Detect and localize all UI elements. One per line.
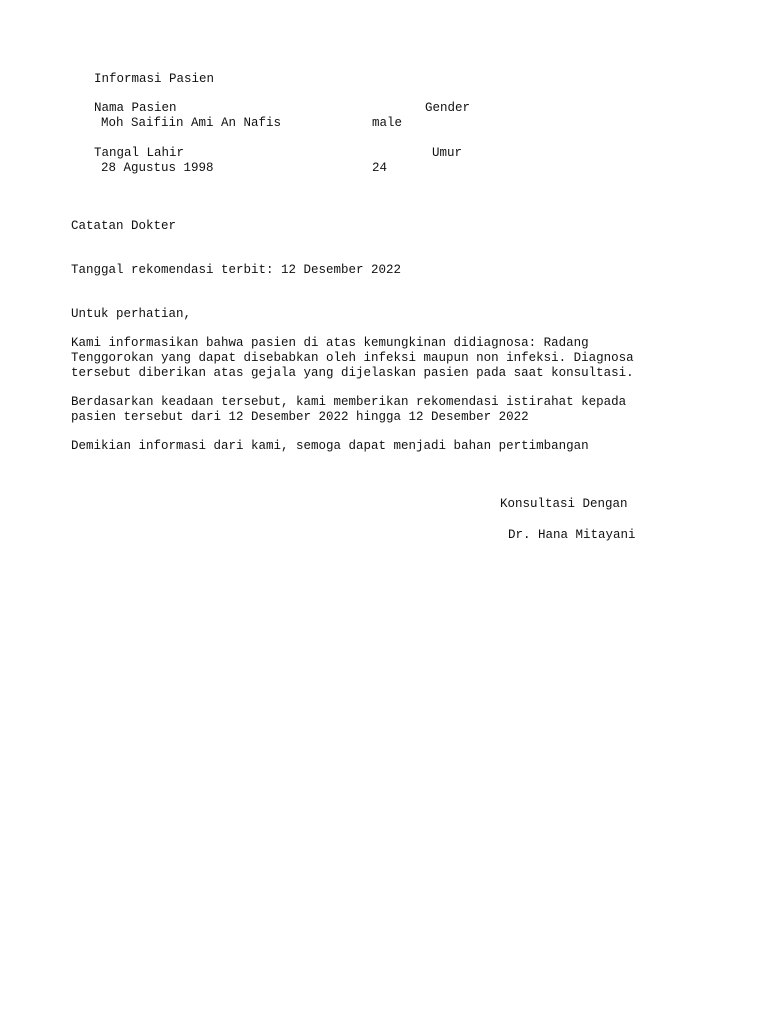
age-label: Umur: [432, 146, 463, 160]
age-value: 24: [372, 161, 388, 175]
birth-date-value: 28 Agustus 1998: [101, 161, 214, 175]
issue-date: Tanggal rekomendasi terbit: 12 Desember 2022: [71, 263, 402, 277]
patient-info-title: Informasi Pasien: [94, 72, 215, 86]
signature-label: Konsultasi Dengan: [500, 497, 628, 511]
doctor-note-title: Catatan Dokter: [71, 219, 177, 233]
birth-date-label: Tangal Lahir: [94, 146, 185, 160]
gender-value: male: [372, 116, 403, 130]
doctor-name: Dr. Hana Mitayani: [508, 528, 636, 542]
closing-paragraph: Demikian informasi dari kami, semoga dapat menjadi bahan pertimbangan: [71, 439, 589, 453]
gender-label: Gender: [425, 101, 471, 115]
greeting: Untuk perhatian,: [71, 307, 192, 321]
recommendation-paragraph: Berdasarkan keadaan tersebut, kami memberikan rekomendasi istirahat kepada pasien tersebut dari 12 Desember 2022 hingga 12 Desember 2022: [71, 395, 627, 424]
diagnosis-paragraph: Kami informasikan bahwa pasien di atas kemungkinan didiagnosa: Radang Tenggorokan yang dapat disebabkan oleh infeksi maupun non infeksi. Diagnosa tersebut diberikan atas gejala yang dijelaskan pasien pada saat konsultasi.: [71, 336, 634, 380]
patient-name-label: Nama Pasien: [94, 101, 177, 115]
patient-name-value: Moh Saifiin Ami An Nafis: [101, 116, 282, 130]
